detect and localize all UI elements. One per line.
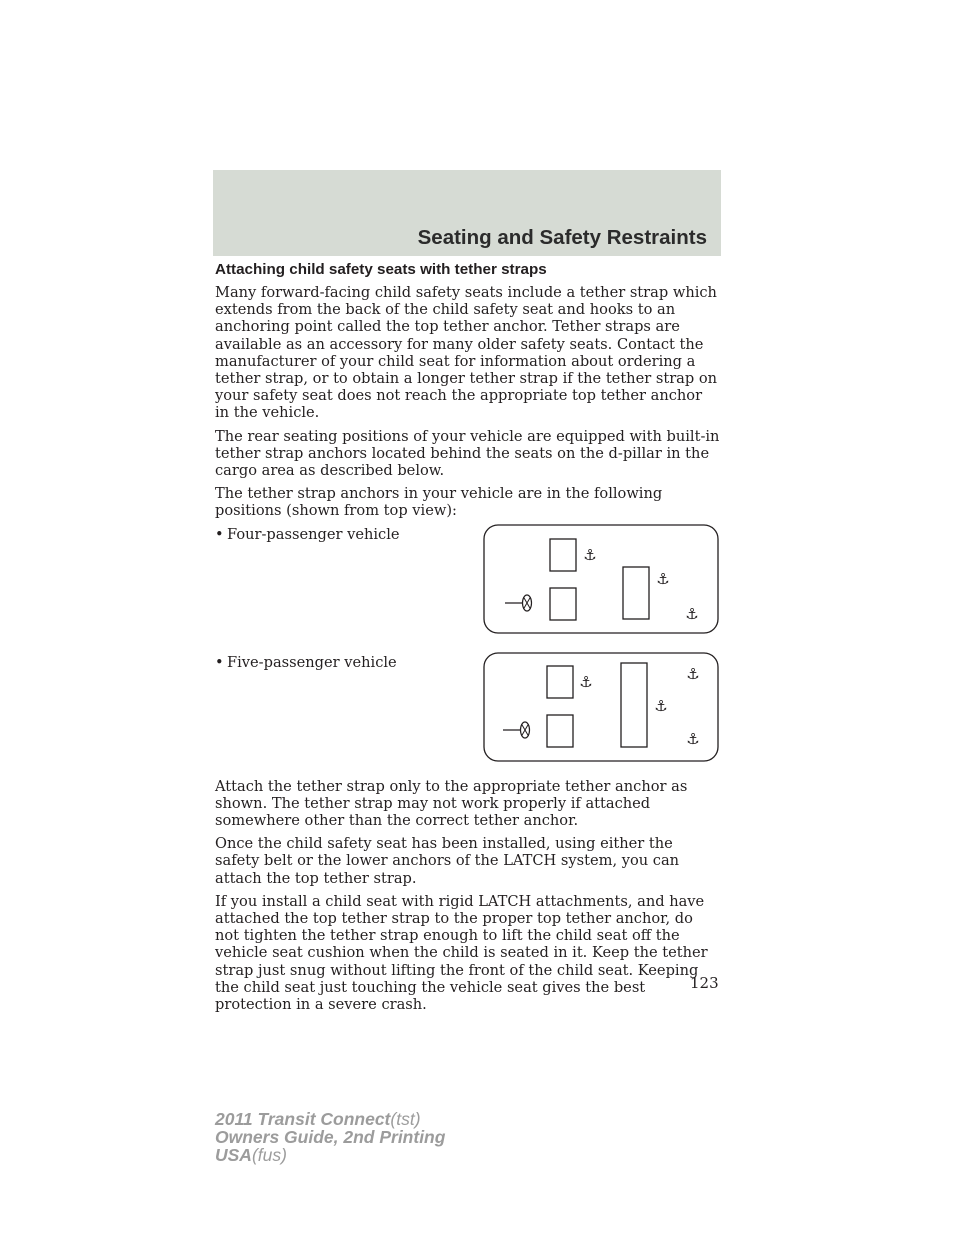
footer-model: 2011 Transit Connect	[215, 1109, 391, 1129]
four-passenger-tether-diagram	[483, 524, 719, 634]
footer-model-code: (tst)	[390, 1109, 421, 1129]
bullet-label: Four-passenger vehicle	[227, 525, 400, 543]
section-title: Seating and Safety Restraints	[417, 226, 707, 249]
footer-market: USA	[215, 1145, 252, 1165]
paragraph-3: The tether strap anchors in your vehicle are in the following positions (shown from top view):	[215, 485, 663, 520]
bullet-four-passenger	[215, 526, 720, 654]
five-passenger-tether-diagram	[483, 652, 719, 762]
anchor-icon: ⚓	[656, 569, 670, 588]
paragraph-6: If you install a child seat with rigid LATCH attachments, and have attached the top tether strap to the proper top tether anchor, do not tighten the tether strap enough to lift the child seat off the vehicle seat cushion when the child is seated in it. Keep the tether strap just snug without lifting the front of the child seat. Keeping the child seat just touching the vehicle seat gives the best protection in a severe crash.	[215, 892, 708, 1014]
anchor-icon: ⚓	[686, 729, 700, 748]
anchor-icon: ⚓	[579, 672, 593, 691]
bullet-label: Five-passenger vehicle	[227, 653, 397, 671]
bullet-dot: •	[215, 653, 224, 671]
paragraph-2: The rear seating positions of your vehicle are equipped with built-in tether strap anchors located behind the seats on the d-pillar in the cargo area as described below.	[215, 427, 720, 480]
anchor-icon: ⚓	[685, 604, 699, 623]
footer-market-code: (fus)	[251, 1145, 287, 1165]
anchor-icon: ⚓	[654, 696, 668, 715]
header-band	[213, 170, 721, 256]
page-number: 123	[690, 974, 719, 992]
anchor-icon: ⚓	[583, 545, 597, 564]
paragraph-4: Attach the tether strap only to the appropriate tether anchor as shown. The tether strap may not work properly if attached somewhere other than the correct tether anchor.	[215, 777, 688, 830]
section-heading: Attaching child safety seats with tether straps	[215, 261, 547, 278]
paragraph-5: Once the child safety seat has been installed, using either the safety belt or the lower anchors of the LATCH system, you can attach the top tether strap.	[215, 835, 680, 887]
footer-print-info	[215, 1110, 445, 1164]
anchor-icon: ⚓	[686, 664, 700, 683]
bullet-five-passenger	[215, 654, 720, 778]
paragraph-1: Many forward-facing child safety seats include a tether strap which extends from the back of the child safety seat and hooks to an anchoring point called the top tether anchor. Tether straps are available as an accessory for many older safety seats. Contact the manufacturer of your child seat for information about ordering a tether strap, or to obtain a longer tether strap if the tether strap on your safety seat does not reach the appropriate top tether anchor in the vehicle.	[215, 284, 718, 422]
footer-printing: Owners Guide, 2nd Printing	[215, 1127, 446, 1147]
page-content	[215, 261, 720, 1019]
bullet-dot: •	[215, 525, 224, 543]
